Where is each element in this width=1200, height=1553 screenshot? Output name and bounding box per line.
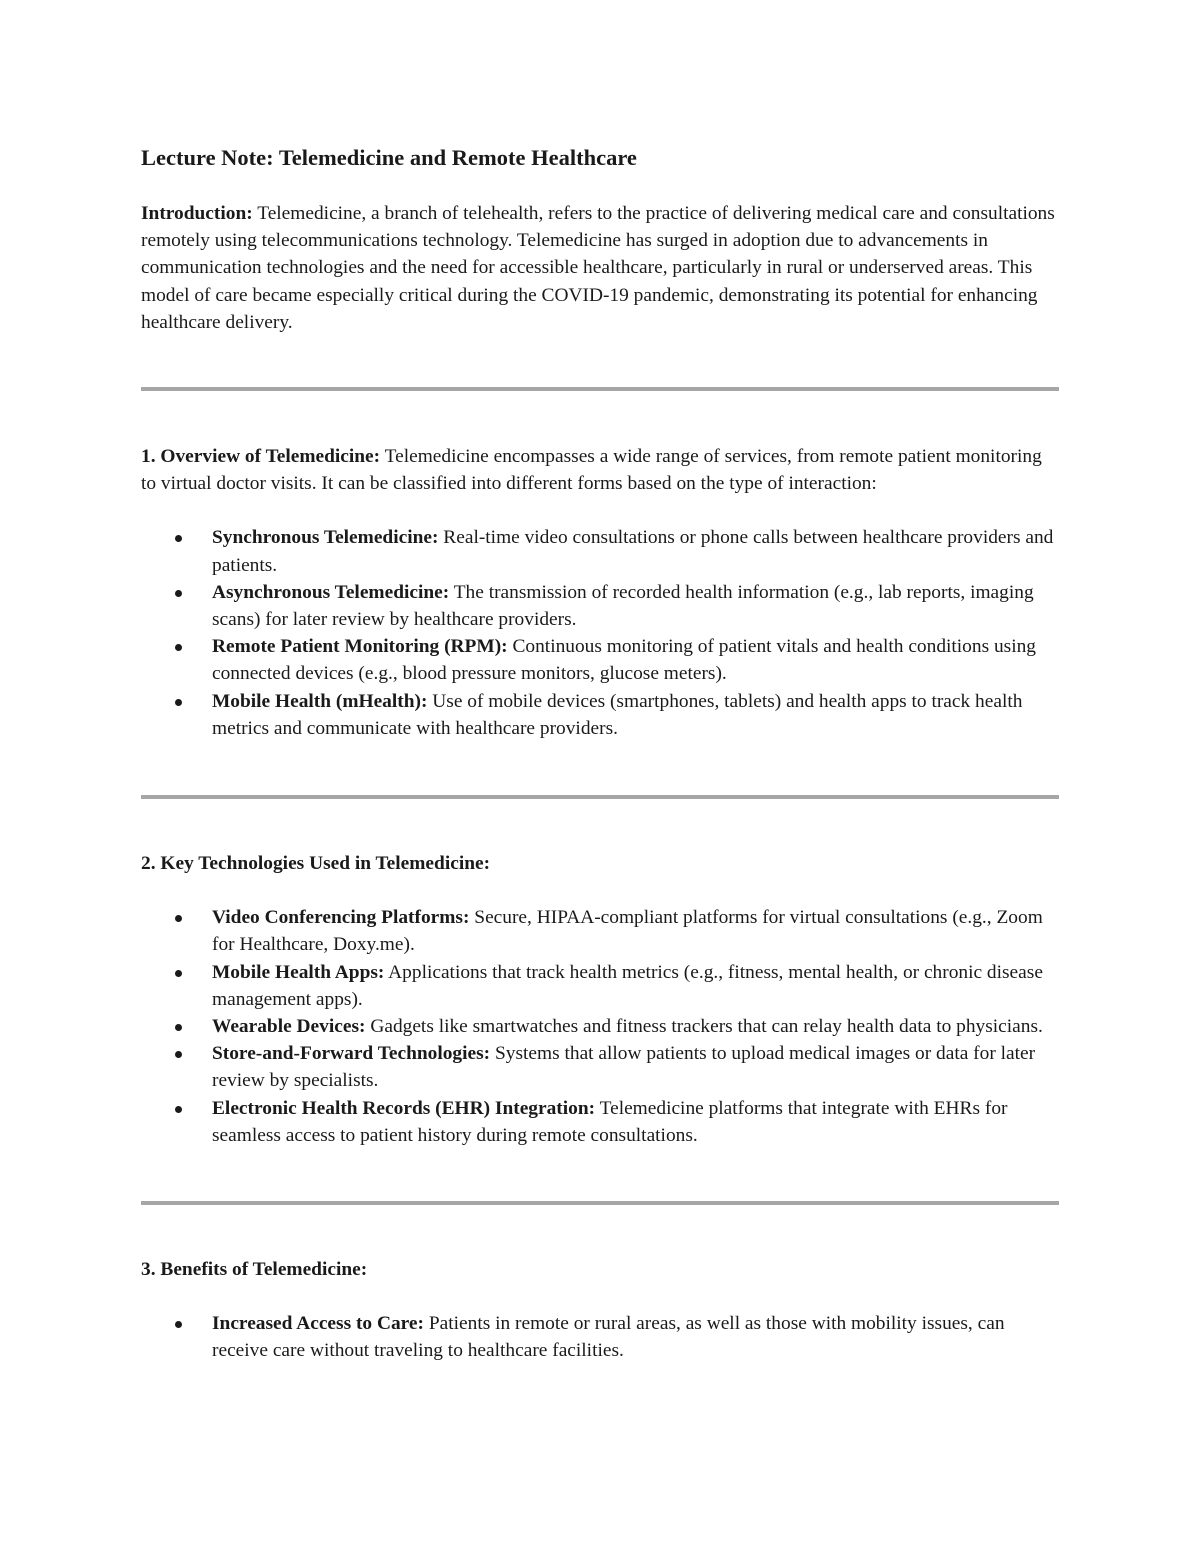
item-text: Patients in remote or rural areas, as well as those with mobility issues, can receive care without traveling to healthcare facilities. [212,1313,1005,1362]
intro-paragraph [141,200,1061,336]
item-text: Telemedicine platforms that integrate with EHRs for seamless access to patient history during remote consultations. [212,1097,1008,1146]
item-label: Asynchronous Telemedicine: [212,581,450,603]
item-label: Electronic Health Records (EHR) Integration: [212,1097,596,1119]
section-divider [141,795,1059,799]
item-label: Wearable Devices: [212,1016,366,1038]
item-text: The transmission of recorded health information (e.g., lab reports, imaging scans) for later review by healthcare providers. [212,581,1034,631]
bullet-icon [175,699,182,706]
item-text: Systems that allow patients to upload medical images or data for later review by specialists. [212,1043,1036,1092]
section-benefits [141,1256,1061,1365]
section1-heading: 1. Overview of Telemedicine: [141,446,381,467]
list-item [141,1095,1061,1149]
list-item [141,688,1061,742]
item-text: Use of mobile devices (smartphones, tablets) and health apps to track health metrics and communicate with healthcare providers. [212,690,1023,739]
list-item [141,633,1061,687]
section3-heading: 3. Benefits of Telemedicine: [141,1259,368,1280]
section-key-technologies [141,850,1061,1149]
bullet-icon [175,1024,182,1031]
list-item [141,1310,1061,1364]
item-text: Real-time video consultations or phone calls between healthcare providers and patients. [212,527,1054,576]
item-text: Gadgets like smartwatches and fitness trackers that can relay health data to physicians. [370,1016,1043,1038]
item-label: Mobile Health (mHealth): [212,690,428,712]
item-label: Synchronous Telemedicine: [212,527,439,549]
item-label: Store-and-Forward Technologies: [212,1043,491,1065]
bullet-icon [175,1051,182,1058]
section-divider [141,387,1059,391]
item-label: Remote Patient Monitoring (RPM): [212,636,508,658]
item-label: Mobile Health Apps: [212,961,385,983]
document-page [141,140,1061,1362]
item-label: Video Conferencing Platforms: [212,907,470,929]
list-item [141,904,1061,958]
list-item [141,1013,1061,1040]
section2-list [141,904,1061,1149]
section3-list [141,1310,1061,1364]
section2-heading: 2. Key Technologies Used in Telemedicine: [141,853,491,874]
bullet-icon [175,644,182,651]
item-text: Applications that track health metrics (e.g., fitness, mental health, or chronic disease management apps). [212,961,1043,1010]
section-overview [141,443,1061,742]
intro-label: Introduction: [141,203,253,224]
bullet-icon [175,1321,182,1328]
page-title: Lecture Note: Telemedicine and Remote Healthcare [141,145,637,170]
section1-list [141,524,1061,742]
bullet-icon [175,915,182,922]
bullet-icon [175,970,182,977]
intro-text: Telemedicine, a branch of telehealth, refers to the practice of delivering medical care and consultations remotely using telecommunications technology. Telemedicine has surged in adoption due to advancements in communication technologies and the need for accessible healthcare, particularly in rural or underserved areas. This model of care became especially critical during the COVID-19 pandemic, demonstrating its potential for enhancing healthcare delivery. [141,203,1055,333]
section1-text: Telemedicine encompasses a wide range of services, from remote patient monitoring to virtual doctor visits. It can be classified into different forms based on the type of interaction: [141,446,1042,495]
section1-paragraph [141,443,1061,497]
list-item [141,579,1061,633]
bullet-icon [175,1106,182,1113]
bullet-icon [175,590,182,597]
list-item [141,959,1061,1013]
section-divider [141,1201,1059,1205]
list-item [141,524,1061,578]
item-text: Secure, HIPAA-compliant platforms for virtual consultations (e.g., Zoom for Healthcare, Doxy.me). [212,907,1043,956]
list-item [141,1040,1061,1094]
item-label: Increased Access to Care: [212,1313,424,1335]
item-text: Continuous monitoring of patient vitals and health conditions using connected devices (e.g., blood pressure monitors, glucose meters). [212,636,1036,685]
bullet-icon [175,535,182,542]
